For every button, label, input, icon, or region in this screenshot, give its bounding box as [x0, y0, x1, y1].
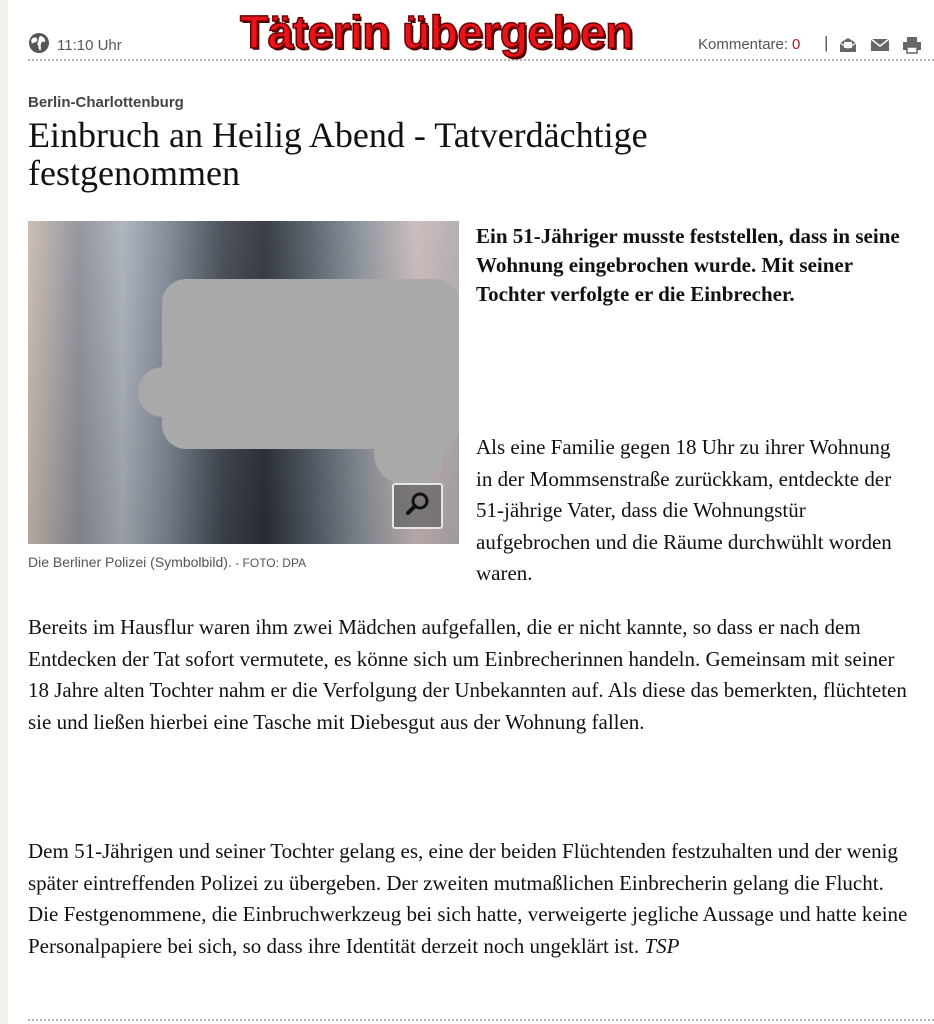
overlay-headline: Täterin übergeben [240, 6, 633, 58]
globe-icon [28, 32, 50, 59]
image-zoom-button[interactable] [392, 483, 443, 529]
caption-text: Die Berliner Polizei (Symbolbild). [28, 554, 232, 570]
redaction-blob [408, 287, 459, 407]
print-icon[interactable] [902, 36, 922, 59]
redaction-blob [374, 421, 444, 485]
article-paragraph [28, 836, 908, 962]
separator: | [824, 33, 829, 52]
timestamp [28, 32, 122, 59]
comments-count: 0 [792, 36, 801, 53]
article-tools [838, 36, 934, 59]
article-kicker: Berlin-Charlottenburg [28, 94, 184, 111]
article-teaser: Ein 51-Jähriger musste feststellen, dass in seine Wohnung eingebrochen wurde. Mit seiner Tochter verfolgte er die Einbrecher. [476, 224, 900, 306]
bottom-divider [28, 1019, 934, 1021]
article-title: Einbruch an Heilig Abend - Tatverdächtige festgenommen [28, 115, 648, 193]
left-rail [0, 0, 8, 1024]
article-paragraph: Bereits im Hausflur waren ihm zwei Mädchen aufgefallen, die er nicht kannte, so dass er nach dem Entdecken der Tat sofort vermutete, es könne sich um Einbrecherinnen handeln. Gemeinsam mit seiner 18 Jahre alten Tochter nahm er die Verfolgung der Unbekannten auf. Als diese das bemerkten, flüchteten sie und ließen hierbei eine Tasche mit Diebesgut aus der Wohnung fallen. [28, 615, 907, 734]
share-icon[interactable] [838, 36, 858, 59]
comments-label: Kommentare: [698, 36, 789, 53]
image-caption [28, 554, 306, 570]
email-icon[interactable] [870, 37, 890, 58]
photo-credit: - FOTO: DPA [231, 556, 307, 570]
time-text: 11:10 Uhr [57, 37, 122, 54]
article-paragraph: Als eine Familie gegen 18 Uhr zu ihrer Wohnung in der Mommsenstraße zurückkam, entdeckte der 51-jährige Vater, dass die Wohnungstür aufgebrochen und die Räume durchwühlt worden waren. [476, 435, 892, 585]
redaction-blob [138, 367, 198, 417]
magnifier-icon [404, 491, 432, 522]
author-tag: TSP [644, 933, 680, 958]
comments-link[interactable] [698, 36, 800, 53]
paragraph-text: Dem 51-Jährigen und seiner Tochter gelang es, eine der beiden Flüchtenden festzuhalten und der wenig später eintreffenden Polizei zu übergeben. Der zweiten mutmaßlichen Einbrecherin gelang die Flucht. Die Festgenommene, die Einbruchwerkzeug bei sich hatte, verweigerte jegliche Aussage und hatte keine Personalpapiere bei sich, so dass ihre Identität derzeit noch ungeklärt ist. [28, 839, 908, 958]
article-image[interactable] [28, 221, 459, 544]
